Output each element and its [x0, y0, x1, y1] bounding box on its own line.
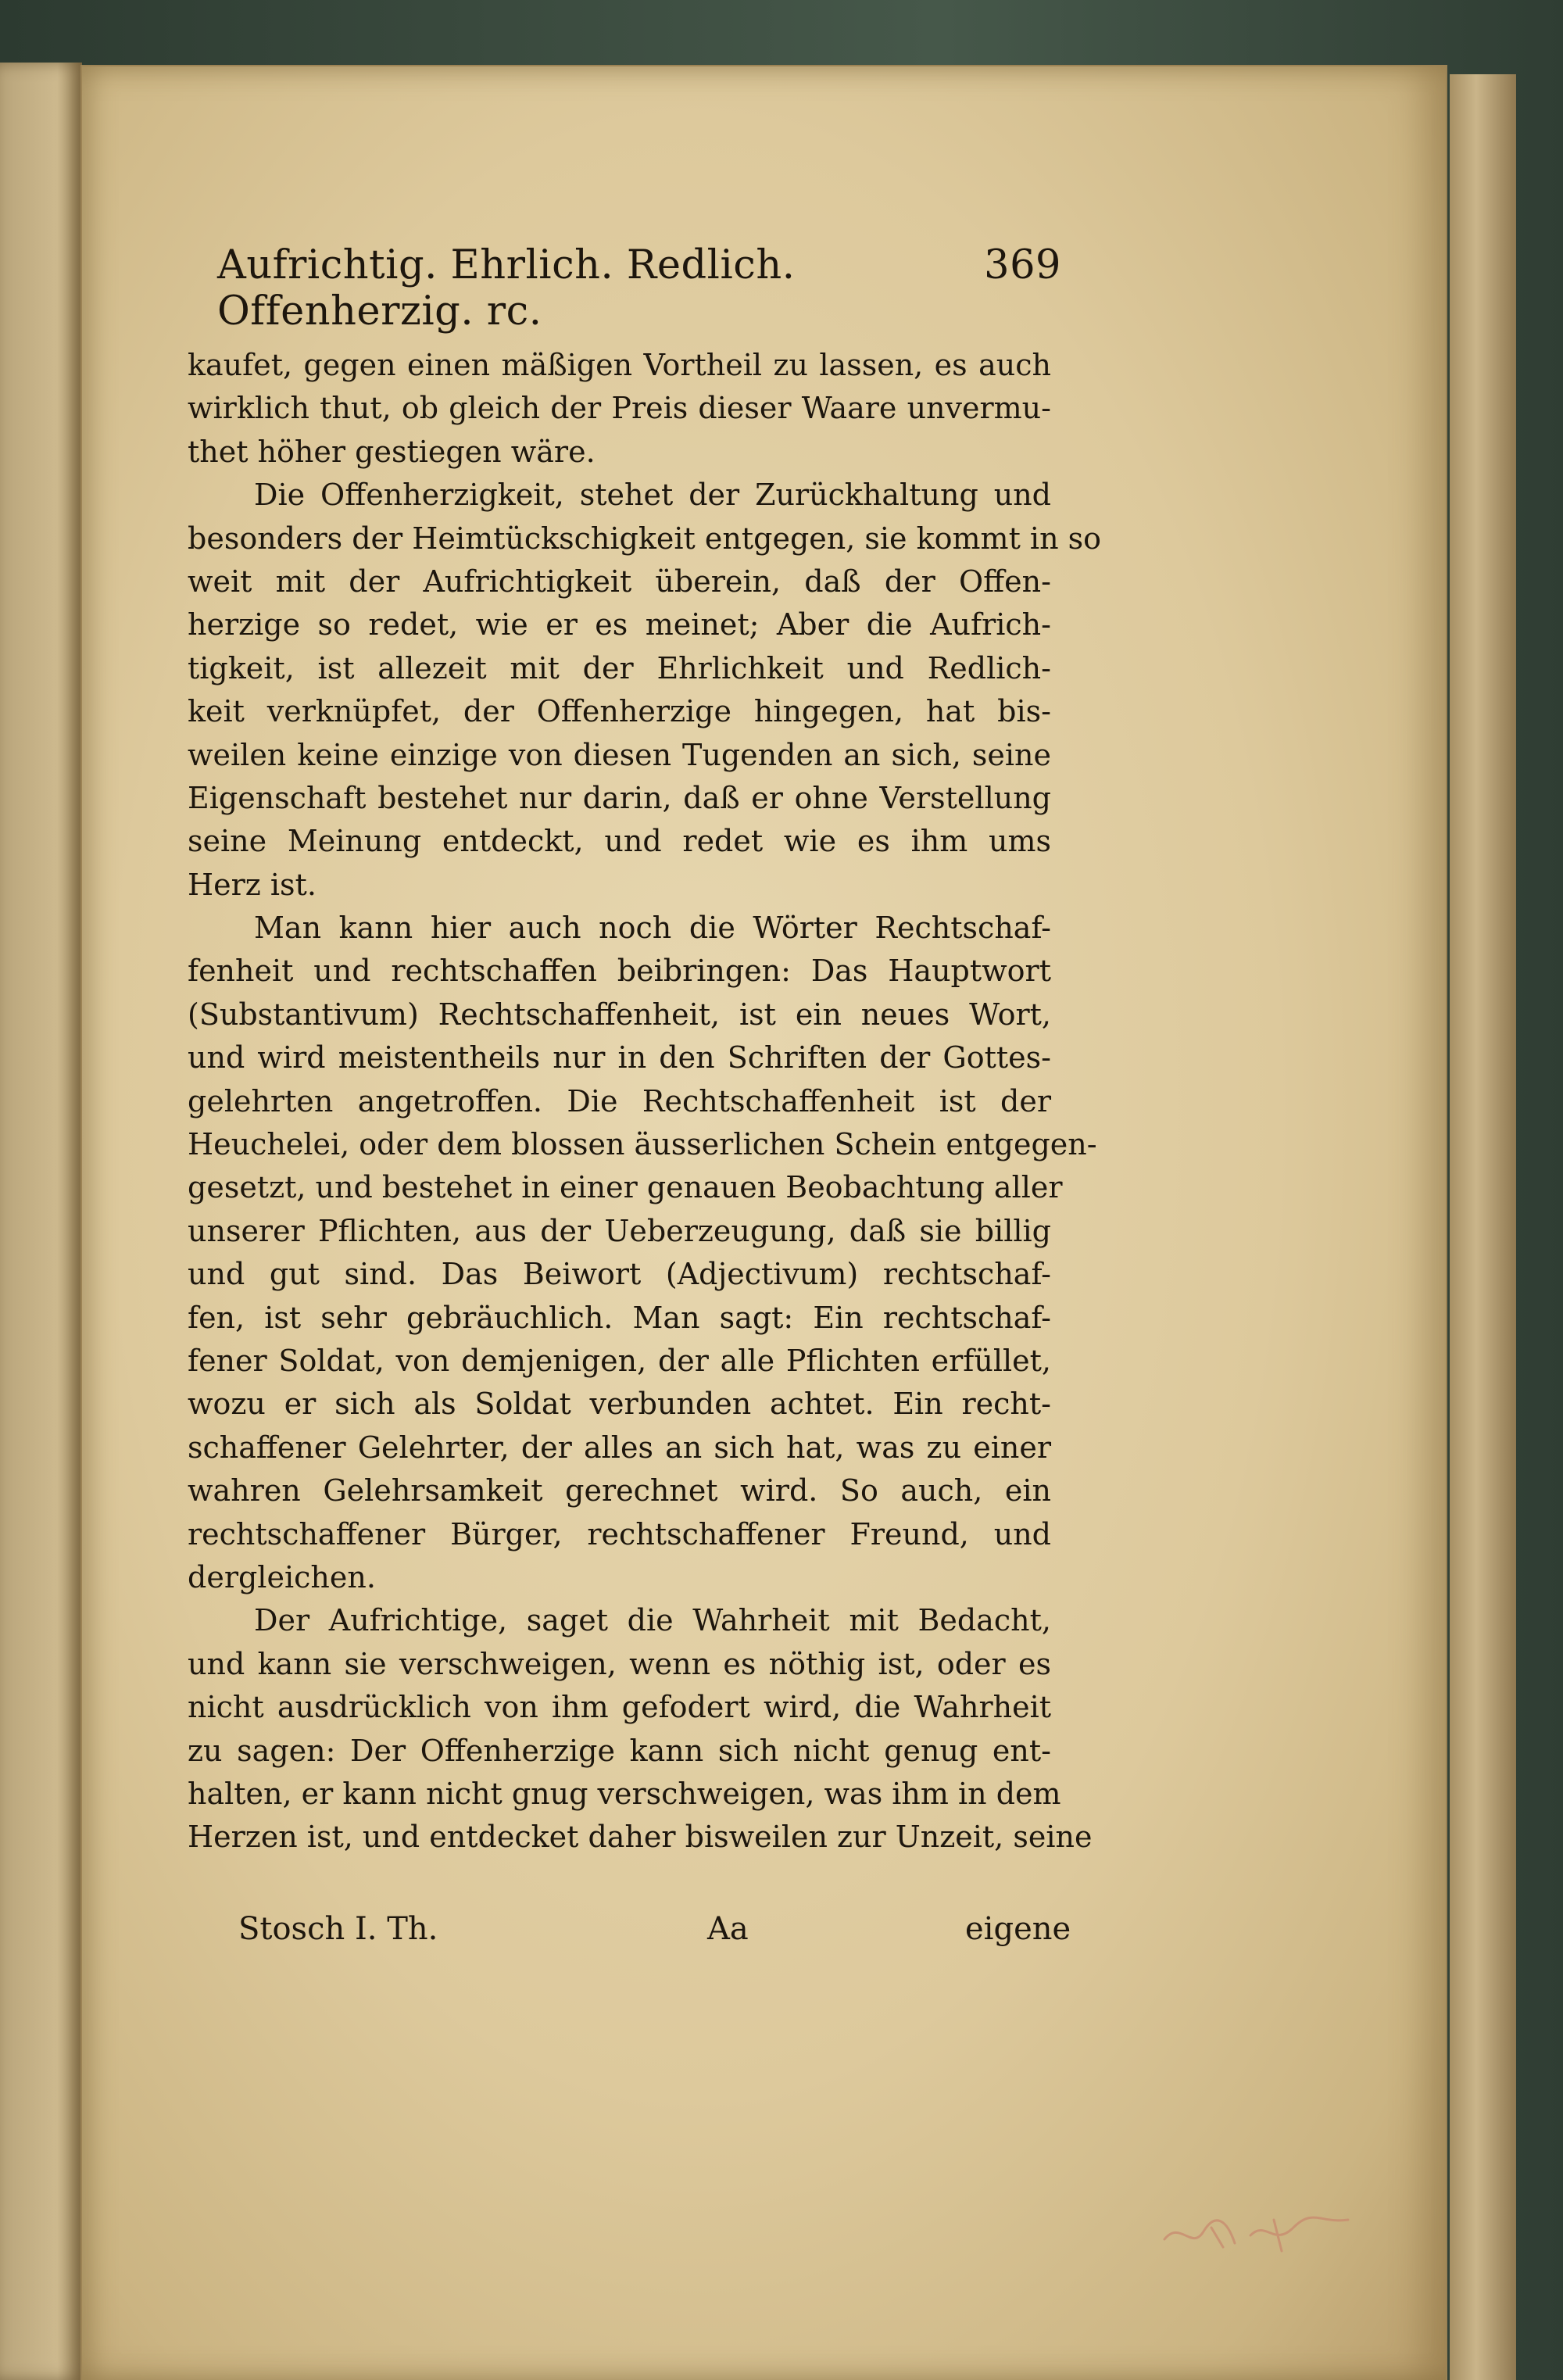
text-line: zu sagen: Der Offenherzige kann sich nicht genug ent- [188, 1733, 1051, 1768]
text-line: schaffener Gelehrter, der alles an sich hat, was zu einer [188, 1430, 1051, 1465]
text-line: wirklich thut, ob gleich der Preis dieser Waare unvermu- [188, 391, 1051, 426]
running-title: Aufrichtig. Ehrlich. Redlich. Offenherzig. rc. [217, 242, 796, 335]
text-line: Herz ist. [188, 867, 317, 902]
text-line: fener Soldat, von demjenigen, der alle Pflichten erfüllet, [188, 1343, 1051, 1378]
text-line: und wird meistentheils nur in den Schriften der Gottes- [188, 1040, 1051, 1075]
text-line: unserer Pflichten, aus der Ueberzeugung, daß sie billig [188, 1213, 1051, 1248]
text-line: fen, ist sehr gebräuchlich. Man sagt: Ein rechtschaf- [188, 1300, 1051, 1335]
text-line: und kann sie verschweigen, wenn es nöthig ist, oder es [188, 1646, 1051, 1681]
text-line: Eigenschaft bestehet nur darin, daß er ohne Verstellung [188, 780, 1051, 815]
text-line: (Substantivum) Rechtschaffenheit, ist ein neues Wort, [188, 997, 1051, 1032]
facing-page-edge [0, 63, 82, 2380]
text-line: besonders der Heimtückschigkeit entgegen, sie kommt in so [188, 521, 1102, 556]
text-line: weilen keine einzige von diesen Tugenden an sich, seine [188, 737, 1051, 772]
running-header [217, 242, 1061, 335]
text-line: halten, er kann nicht gnug verschweigen, was ihm in dem [188, 1776, 1061, 1811]
text-line: herzige so redet, wie er es meinet; Aber die Aufrich- [188, 607, 1051, 642]
text-line: nicht ausdrücklich von ihm gefodert wird, die Wahrheit [188, 1690, 1051, 1725]
text-line: weit mit der Aufrichtigkeit überein, daß der Offen- [188, 564, 1051, 599]
body-text [188, 344, 1102, 1859]
page-number: 369 [984, 242, 1061, 288]
text-line: keit verknüpfet, der Offenherzige hingegen, hat bis- [188, 694, 1051, 729]
text-line: gelehrten angetroffen. Die Rechtschaffenheit ist der [188, 1083, 1051, 1118]
text-line: fenheit und rechtschaffen beibringen: Das Hauptwort [188, 954, 1051, 989]
text-line: seine Meinung entdeckt, und redet wie es ihm ums [188, 824, 1051, 859]
text-line: wahren Gelehrsamkeit gerechnet wird. So auch, ein [188, 1473, 1051, 1509]
text-line: thet höher gestiegen wäre. [188, 434, 596, 469]
text-line: Die Offenherzigkeit, stehet der Zurückhaltung und [254, 478, 1051, 513]
text-line: dergleichen. [188, 1559, 376, 1594]
pencil-annotation [1157, 2204, 1360, 2259]
text-line: wozu er sich als Soldat verbunden achtet. Ein recht- [188, 1387, 1051, 1422]
page-stack-edge [1450, 74, 1516, 2380]
text-line: tigkeit, ist allezeit mit der Ehrlichkeit und Redlich- [188, 650, 1051, 685]
text-line: Heuchelei, oder dem blossen äusserlichen Schein entgegen- [188, 1127, 1097, 1162]
text-line: gesetzt, und bestehet in einer genauen Beobachtung aller [188, 1170, 1063, 1205]
catchword: eigene [965, 1911, 1071, 1947]
text-line: kaufet, gegen einen mäßigen Vortheil zu lassen, es auch [188, 348, 1051, 382]
text-line: Man kann hier auch noch die Wörter Rechtschaf- [254, 911, 1051, 946]
text-line: rechtschaffener Bürger, rechtschaffener Freund, und [188, 1516, 1051, 1551]
sheet-signature: Aa [707, 1911, 749, 1947]
text-line: Der Aufrichtige, saget die Wahrheit mit Bedacht, [254, 1603, 1051, 1638]
text-line: und gut sind. Das Beiwort (Adjectivum) rechtschaf- [188, 1257, 1051, 1292]
text-line: Herzen ist, und entdecket daher bisweilen zur Unzeit, seine [188, 1820, 1093, 1855]
volume-signature: Stosch I. Th. [238, 1911, 438, 1947]
